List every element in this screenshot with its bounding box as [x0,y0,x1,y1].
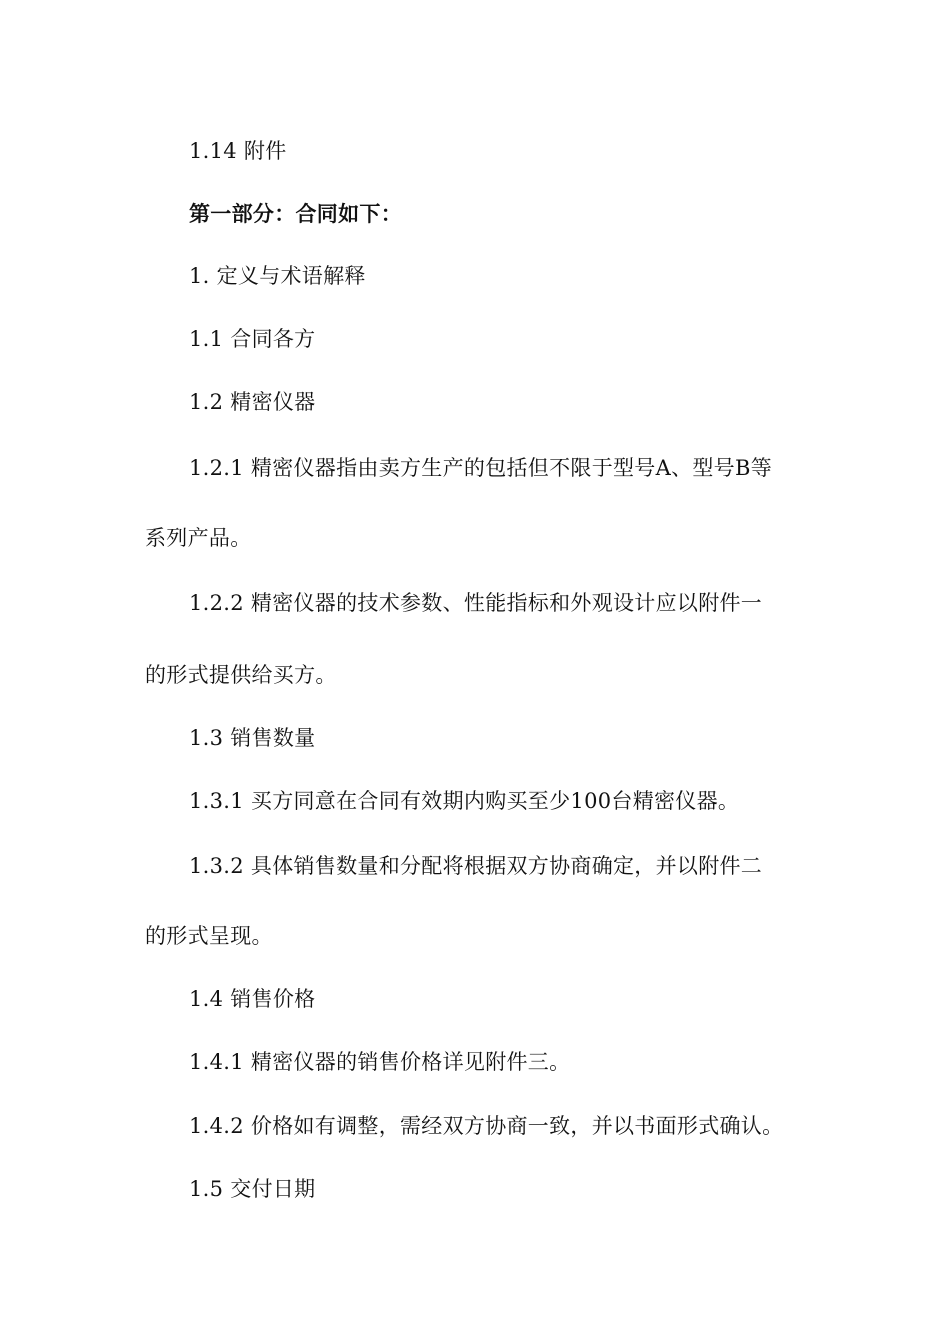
clause-1-2: 1.2 精密仪器 [189,390,316,414]
clause-1-2-2: 1.2.2 精密仪器的技术参数、性能指标和外观设计应以附件一 [189,591,763,615]
clause-1-1: 1.1 合同各方 [189,327,316,351]
part-one-heading: 第一部分：合同如下： [189,202,402,226]
clause-1-14: 1.14 附件 [189,139,287,163]
clause-1-3-2-continued: 的形式呈现。 [145,924,273,948]
clause-1-4: 1.4 销售价格 [189,987,316,1011]
clause-1-2-1-continued: 系列产品。 [145,526,252,550]
clause-1-3-1: 1.3.1 买方同意在合同有效期内购买至少100台精密仪器。 [189,789,740,813]
section-1-heading: 1. 定义与术语解释 [189,264,366,288]
clause-1-5: 1.5 交付日期 [189,1177,316,1201]
clause-1-3-2: 1.3.2 具体销售数量和分配将根据双方协商确定，并以附件二 [189,854,763,878]
clause-1-2-2-continued: 的形式提供给买方。 [145,663,337,687]
clause-1-3: 1.3 销售数量 [189,726,316,750]
clause-1-2-1: 1.2.1 精密仪器指由卖方生产的包括但不限于型号A、型号B等 [189,456,773,480]
clause-1-4-2: 1.4.2 价格如有调整，需经双方协商一致，并以书面形式确认。 [189,1114,784,1138]
clause-1-4-1: 1.4.1 精密仪器的销售价格详见附件三。 [189,1050,571,1074]
